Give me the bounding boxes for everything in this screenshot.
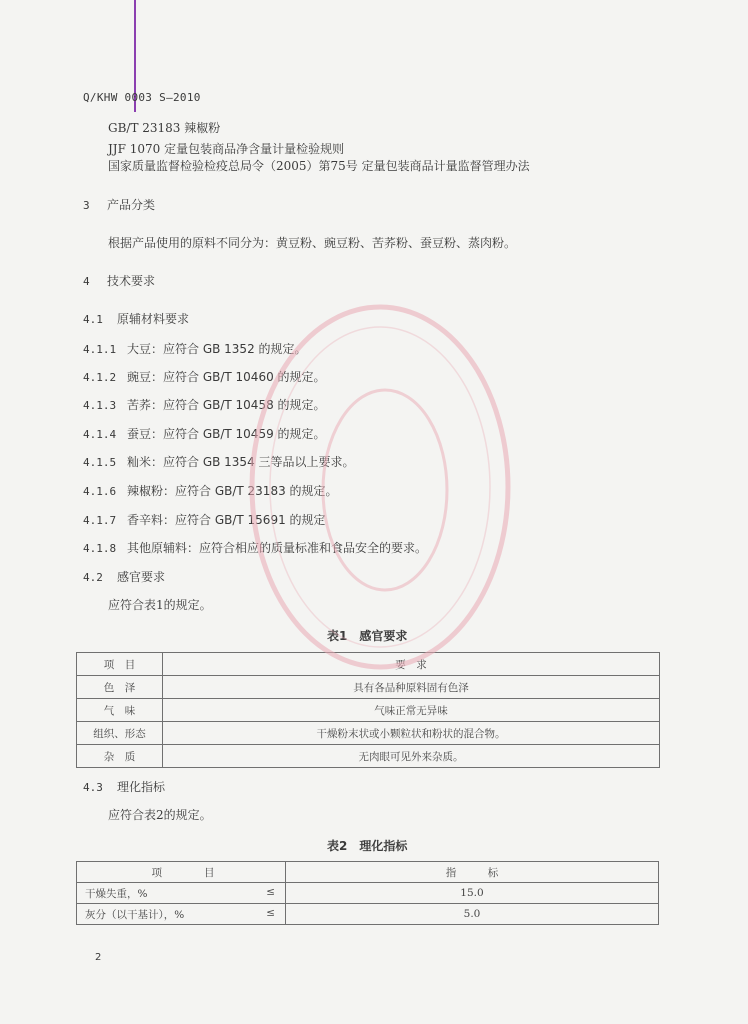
section-number: 3 <box>83 199 90 212</box>
table-cell: 15.0 <box>286 883 659 904</box>
table-header-row <box>77 862 659 883</box>
reference-line: 国家质量监督检验检疫总局令（2005）第75号 定量包装商品计量监督管理办法 <box>108 159 530 173</box>
table-cell: 具有各品种原料固有色泽 <box>163 676 660 699</box>
clause-number: 4.1.8 <box>83 542 117 555</box>
indicator-comparator: ≤ <box>266 885 275 898</box>
section-number: 4.1 <box>83 313 103 326</box>
table-row <box>77 722 660 745</box>
section-4-3-text: 应符合表2的规定。 <box>108 808 212 822</box>
table-cell: 色 泽 <box>77 676 163 699</box>
section-3-heading <box>83 198 155 213</box>
section-title: 产品分类 <box>107 198 156 212</box>
reference-line: JJF 1070 定量包装商品净含量计量检验规则 <box>108 142 345 156</box>
section-4-2-text: 应符合表1的规定。 <box>108 598 212 612</box>
table-row <box>77 699 660 722</box>
clause-number: 4.1.4 <box>83 428 117 441</box>
section-title: 原辅材料要求 <box>117 312 190 326</box>
clause-number: 4.1.7 <box>83 514 117 527</box>
section-4-1-heading <box>83 312 189 327</box>
clause-number: 4.1.6 <box>83 485 117 498</box>
section-3-text: 根据产品使用的原料不同分为：黄豆粉、豌豆粉、苦荞粉、蚕豆粉、蒸肉粉。 <box>108 236 517 250</box>
clause-text: 其他原辅料：应符合相应的质量标准和食品安全的要求。 <box>127 541 428 555</box>
clause-text: 香辛料：应符合 GB/T 15691 的规定 <box>127 513 326 527</box>
reference-line: GB/T 23183 辣椒粉 <box>108 121 221 135</box>
table-header-cell: 项 目 <box>77 862 286 883</box>
clause-text: 蚕豆：应符合 GB/T 10459 的规定。 <box>127 427 326 441</box>
clause-number: 4.1.2 <box>83 371 117 384</box>
table-cell <box>77 883 286 904</box>
section-title: 理化指标 <box>117 780 166 794</box>
table-cell: 气 味 <box>77 699 163 722</box>
table-row <box>77 883 659 904</box>
table-cell: 5.0 <box>286 904 659 925</box>
table-header-cell: 项 目 <box>77 653 163 676</box>
section-number: 4 <box>83 275 90 288</box>
section-title: 技术要求 <box>107 274 156 288</box>
standard-code-header: Q/KHW 0003 S—2010 <box>83 91 201 104</box>
section-4-2-heading <box>83 570 165 585</box>
table-cell: 气味正常无异味 <box>163 699 660 722</box>
indicator-name: 干燥失重，% <box>85 887 148 900</box>
table-cell: 无肉眼可见外来杂质。 <box>163 745 660 768</box>
clause-text: 大豆：应符合 GB 1352 的规定。 <box>127 342 307 356</box>
page-number: 2 <box>95 952 102 963</box>
clause-number: 4.1.3 <box>83 399 117 412</box>
table-header-cell: 要 求 <box>163 653 660 676</box>
clause-text: 籼米：应符合 GB 1354 三等品以上要求。 <box>127 455 355 469</box>
table-row <box>77 745 660 768</box>
indicator-comparator: ≤ <box>266 906 275 919</box>
table-cell: 组织、形态 <box>77 722 163 745</box>
section-title: 感官要求 <box>117 570 166 584</box>
clause-text: 苦荞：应符合 GB/T 10458 的规定。 <box>127 398 326 412</box>
section-number: 4.3 <box>83 781 103 794</box>
table-header-cell: 指 标 <box>286 862 659 883</box>
section-4-3-heading <box>83 780 165 795</box>
table-row <box>77 904 659 925</box>
official-seal-stamp <box>245 300 515 675</box>
table-cell <box>77 904 286 925</box>
section-4-heading <box>83 274 155 289</box>
section-number: 4.2 <box>83 571 103 584</box>
table-row <box>77 676 660 699</box>
table-cell: 杂 质 <box>77 745 163 768</box>
indicator-name: 灰分（以干基计），% <box>85 908 185 921</box>
table-cell: 干燥粉末状或小颗粒状和粉状的混合物。 <box>163 722 660 745</box>
clause-number: 4.1.5 <box>83 456 117 469</box>
physicochemical-indicators-table <box>76 861 659 925</box>
clause-text: 辣椒粉：应符合 GB/T 23183 的规定。 <box>127 484 338 498</box>
table-1-caption: 表1 感官要求 <box>327 629 408 643</box>
table-2-caption: 表2 理化指标 <box>327 839 408 853</box>
clause-text: 豌豆：应符合 GB/T 10460 的规定。 <box>127 370 326 384</box>
clause-number: 4.1.1 <box>83 343 117 356</box>
